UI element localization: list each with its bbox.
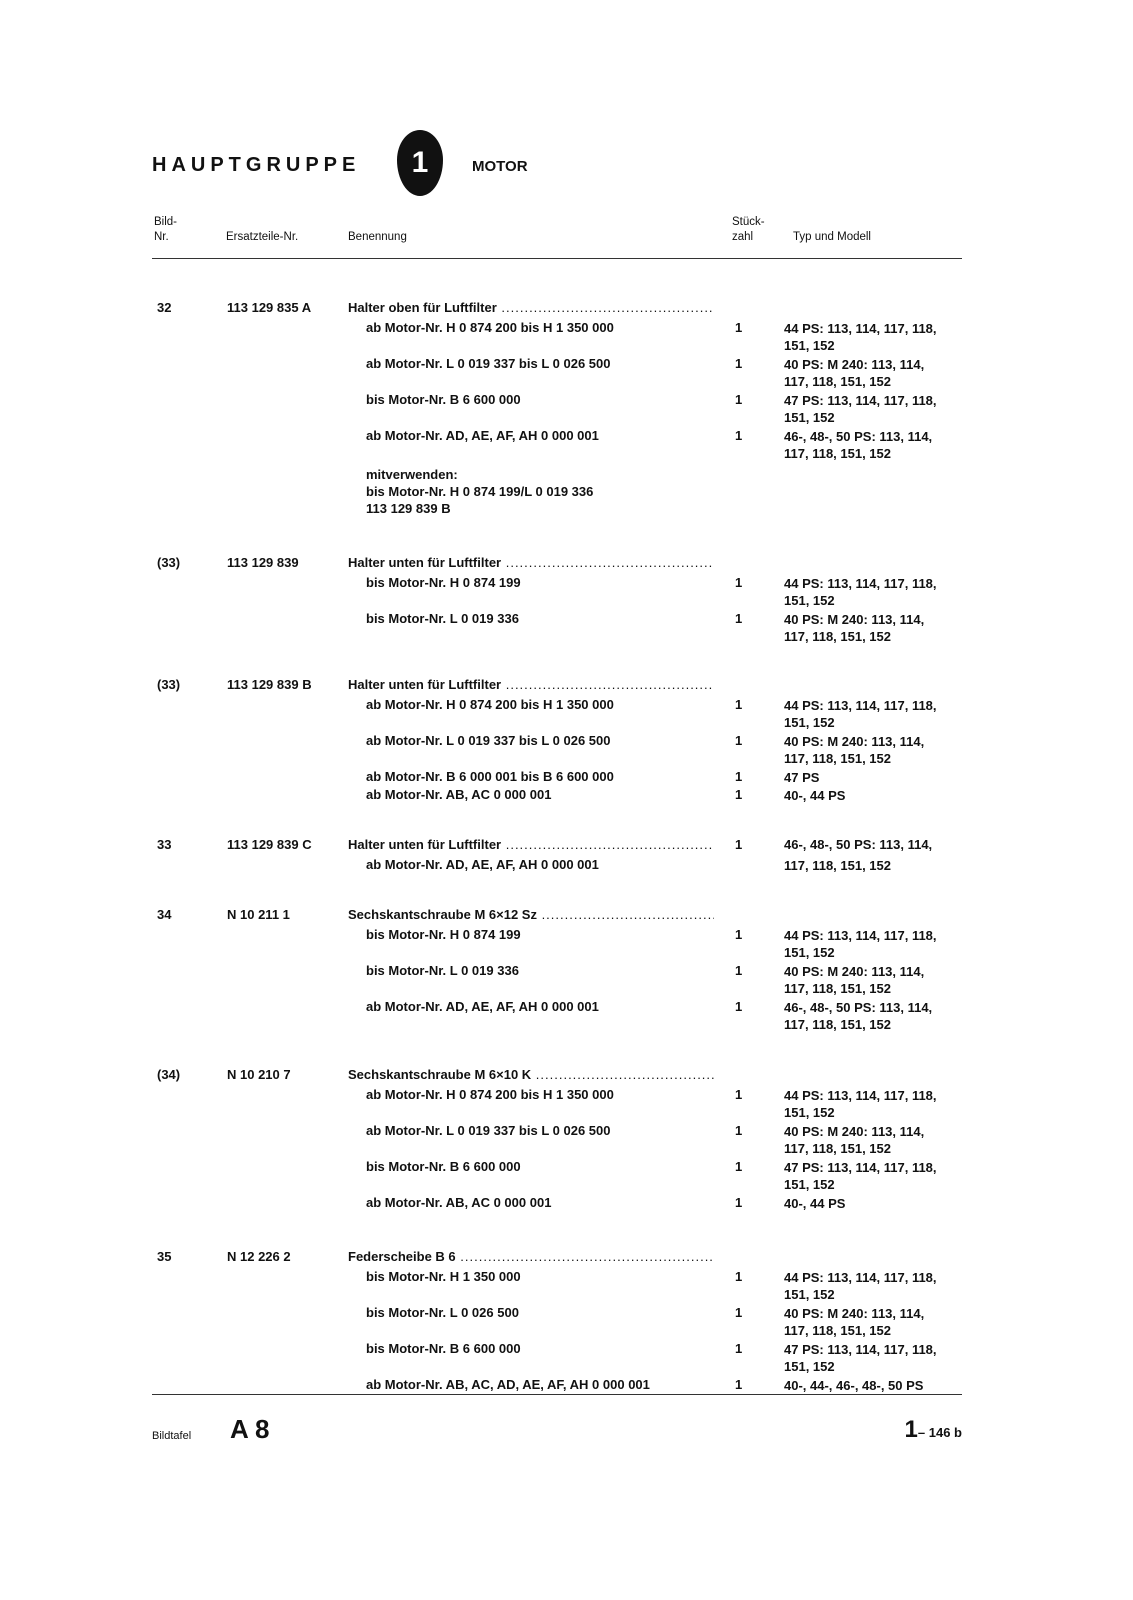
part-bild-nr: 32 [157, 300, 172, 315]
page-header [152, 130, 952, 200]
type-line: 44 PS: 113, 114, 117, 118, [784, 321, 937, 336]
type-model [784, 320, 964, 354]
motor-range: bis Motor-Nr. B 6 600 000 [366, 1159, 521, 1174]
part-entry [152, 300, 967, 517]
part-bild-nr: (34) [157, 1067, 181, 1082]
part-sub-row [152, 1195, 967, 1213]
col-typ-modell: Typ und Modell [793, 231, 871, 243]
motor-range: ab Motor-Nr. AD, AE, AF, AH 0 000 001 [366, 428, 599, 443]
type-line: 151, 152 [784, 1287, 835, 1302]
type-model [784, 1305, 964, 1339]
part-number: 113 129 839 C [227, 837, 312, 852]
part-sub-row [152, 787, 967, 805]
type-model [784, 733, 964, 767]
type-line: 40-, 44 PS [784, 1196, 846, 1211]
part-sub-row [152, 1087, 967, 1123]
motor-range: bis Motor-Nr. H 0 874 199 [366, 575, 521, 590]
motor-range: bis Motor-Nr. B 6 600 000 [366, 1341, 521, 1356]
page-number [905, 1416, 962, 1444]
note-line: 113 129 839 B [366, 501, 451, 516]
type-model [784, 1123, 964, 1157]
type-model [784, 1087, 964, 1121]
quantity: 1 [735, 320, 743, 335]
type-line: 46-, 48-, 50 PS: 113, 114, [784, 1000, 933, 1015]
part-sub-row [152, 999, 967, 1035]
type-line: 151, 152 [784, 593, 835, 608]
type-model [784, 356, 964, 390]
type-model [784, 1269, 964, 1303]
motor-range: ab Motor-Nr. H 0 874 200 bis H 1 350 000 [366, 320, 614, 335]
quantity: 1 [735, 769, 743, 784]
part-name: Halter unten für Luftfilter ..... [348, 677, 714, 692]
quantity: 1 [735, 963, 743, 978]
type-line: 151, 152 [784, 410, 835, 425]
quantity: 1 [735, 733, 743, 748]
page-number-main: 1 [904, 1416, 918, 1443]
part-number: N 10 211 1 [227, 907, 290, 922]
quantity: 1 [735, 999, 743, 1014]
page-number-sub: – 146 b [917, 1425, 962, 1440]
part-entry [152, 1249, 967, 1395]
part-main-row [152, 677, 967, 697]
part-main-row [152, 300, 967, 320]
part-sub-row [152, 697, 967, 733]
quantity: 1 [735, 927, 743, 942]
motor-range: bis Motor-Nr. L 0 019 336 [366, 611, 519, 626]
part-sub-row [152, 611, 967, 647]
part-main-row [152, 555, 967, 575]
type-model [784, 1159, 964, 1193]
part-sub-row [152, 1159, 967, 1195]
part-sub-row [152, 963, 967, 999]
part-main-row [152, 1249, 967, 1269]
page-footer [152, 1412, 962, 1462]
note-line: bis Motor-Nr. H 0 874 199/L 0 019 336 [366, 484, 594, 499]
part-number: 113 129 839 [227, 555, 299, 570]
col-benennung: Benennung [348, 231, 407, 243]
quantity: 1 [735, 1269, 743, 1284]
part-name: Halter oben für Luftfilter ..... [348, 300, 714, 315]
footer-rule [152, 1394, 962, 1395]
type-model [784, 1341, 964, 1375]
part-bild-nr: 34 [157, 907, 172, 922]
part-number: 113 129 839 B [227, 677, 312, 692]
col-stueck-line2: zahl [732, 231, 754, 243]
motor-range: ab Motor-Nr. AD, AE, AF, AH 0 000 001 [366, 999, 599, 1014]
motor-range: bis Motor-Nr. H 1 350 000 [366, 1269, 521, 1284]
part-sub-row [152, 1305, 967, 1341]
quantity: 1 [735, 575, 743, 590]
type-model [784, 769, 964, 786]
type-line: 40 PS: M 240: 113, 114, [784, 1306, 925, 1321]
quantity: 1 [735, 697, 743, 712]
part-sub-row [152, 857, 967, 875]
quantity: 1 [735, 428, 743, 443]
part-sub-row [152, 1269, 967, 1305]
note-line: mitverwenden: [366, 467, 458, 482]
type-line: 117, 118, 151, 152 [784, 858, 891, 873]
part-sub-row [152, 392, 967, 428]
part-type: 46-, 48-, 50 PS: 113, 114, [784, 837, 933, 852]
part-main-row [152, 907, 967, 927]
motor-range: ab Motor-Nr. AB, AC 0 000 001 [366, 787, 552, 802]
quantity: 1 [735, 1123, 743, 1138]
type-line: 47 PS: 113, 114, 117, 118, [784, 1342, 937, 1357]
motor-range: ab Motor-Nr. L 0 019 337 bis L 0 026 500 [366, 1123, 611, 1138]
part-sub-row [152, 769, 967, 787]
quantity: 1 [735, 787, 743, 802]
group-name: MOTOR [472, 158, 528, 175]
part-name: Halter unten für Luftfilter ..... [348, 555, 714, 570]
type-line: 151, 152 [784, 1105, 835, 1120]
part-entry [152, 677, 967, 805]
col-bild-line2: Nr. [154, 231, 169, 243]
part-sub-row [152, 733, 967, 769]
parts-list [152, 300, 967, 1395]
quantity: 1 [735, 611, 743, 626]
part-number: N 12 226 2 [227, 1249, 291, 1264]
type-line: 117, 118, 151, 152 [784, 751, 891, 766]
part-qty: 1 [735, 837, 743, 852]
part-number: 113 129 835 A [227, 300, 312, 315]
motor-range: ab Motor-Nr. L 0 019 337 bis L 0 026 500 [366, 733, 611, 748]
type-model [784, 1377, 964, 1394]
part-bild-nr: 33 [157, 837, 172, 852]
motor-range: bis Motor-Nr. L 0 019 336 [366, 963, 519, 978]
type-line: 40 PS: M 240: 113, 114, [784, 964, 925, 979]
part-bild-nr: 35 [157, 1249, 172, 1264]
type-line: 47 PS [784, 770, 820, 785]
part-entry [152, 837, 967, 875]
type-line: 40 PS: M 240: 113, 114, [784, 734, 925, 749]
quantity: 1 [735, 1195, 743, 1210]
part-number: N 10 210 7 [227, 1067, 291, 1082]
type-line: 151, 152 [784, 945, 835, 960]
type-line: 44 PS: 113, 114, 117, 118, [784, 1088, 937, 1103]
col-stueck-line1: Stück- [732, 216, 765, 228]
type-line: 151, 152 [784, 715, 835, 730]
quantity: 1 [735, 1305, 743, 1320]
part-sub-row [152, 927, 967, 963]
motor-range: ab Motor-Nr. AD, AE, AF, AH 0 000 001 [366, 857, 599, 872]
type-line: 117, 118, 151, 152 [784, 629, 891, 644]
motor-range: ab Motor-Nr. AB, AC, AD, AE, AF, AH 0 000 001 [366, 1377, 650, 1392]
part-bild-nr: (33) [157, 555, 181, 570]
type-line: 117, 118, 151, 152 [784, 1141, 891, 1156]
motor-range: bis Motor-Nr. H 0 874 199 [366, 927, 521, 942]
header-rule [152, 258, 962, 259]
part-sub-row [152, 1377, 967, 1395]
type-line: 117, 118, 151, 152 [784, 1017, 891, 1032]
type-line: 44 PS: 113, 114, 117, 118, [784, 928, 937, 943]
type-model [784, 611, 964, 645]
bildtafel-label: Bildtafel [152, 1430, 192, 1442]
type-line: 117, 118, 151, 152 [784, 1323, 891, 1338]
type-line: 151, 152 [784, 1359, 835, 1374]
type-model [784, 428, 964, 462]
group-number-badge: 1 [397, 130, 443, 196]
type-model [784, 575, 964, 609]
type-line: 44 PS: 113, 114, 117, 118, [784, 698, 937, 713]
type-model [784, 963, 964, 997]
quantity: 1 [735, 356, 743, 371]
type-model [784, 857, 964, 874]
type-model [784, 697, 964, 731]
col-bild-line1: Bild- [154, 216, 178, 228]
type-line: 47 PS: 113, 114, 117, 118, [784, 393, 937, 408]
type-line: 40 PS: M 240: 113, 114, [784, 612, 925, 627]
quantity: 1 [735, 1377, 743, 1392]
motor-range: ab Motor-Nr. H 0 874 200 bis H 1 350 000 [366, 1087, 614, 1102]
type-line: 117, 118, 151, 152 [784, 374, 891, 389]
main-group-title: HAUPTGRUPPE [152, 154, 361, 176]
column-headers [152, 214, 962, 254]
type-line: 117, 118, 151, 152 [784, 981, 891, 996]
part-name: Halter unten für Luftfilter ..... [348, 837, 714, 852]
quantity: 1 [735, 1341, 743, 1356]
motor-range: ab Motor-Nr. L 0 019 337 bis L 0 026 500 [366, 356, 611, 371]
part-main-row [152, 1067, 967, 1087]
quantity: 1 [735, 392, 743, 407]
type-line: 40-, 44-, 46-, 48-, 50 PS [784, 1378, 924, 1393]
type-line: 151, 152 [784, 1177, 835, 1192]
part-sub-row [152, 320, 967, 356]
part-name: Sechskantschraube M 6×10 K ..... [348, 1067, 714, 1082]
type-line: 44 PS: 113, 114, 117, 118, [784, 576, 937, 591]
motor-range: bis Motor-Nr. L 0 026 500 [366, 1305, 519, 1320]
part-sub-row [152, 356, 967, 392]
part-entry [152, 907, 967, 1035]
col-ersatzteile: Ersatzteile-Nr. [226, 231, 299, 243]
motor-range: ab Motor-Nr. AB, AC 0 000 001 [366, 1195, 552, 1210]
part-bild-nr: (33) [157, 677, 181, 692]
bildtafel-value: A 8 [230, 1414, 270, 1444]
quantity: 1 [735, 1159, 743, 1174]
part-sub-row [152, 1341, 967, 1377]
type-line: 40 PS: M 240: 113, 114, [784, 1124, 925, 1139]
part-name: Sechskantschraube M 6×12 Sz ..... [348, 907, 714, 922]
type-model [784, 392, 964, 426]
part-sub-row [152, 428, 967, 464]
type-line: 151, 152 [784, 338, 835, 353]
type-line: 40-, 44 PS [784, 788, 846, 803]
motor-range: ab Motor-Nr. H 0 874 200 bis H 1 350 000 [366, 697, 614, 712]
type-line: 40 PS: M 240: 113, 114, [784, 357, 925, 372]
motor-range: bis Motor-Nr. B 6 600 000 [366, 392, 521, 407]
quantity: 1 [735, 1087, 743, 1102]
type-line: 117, 118, 151, 152 [784, 446, 891, 461]
type-model [784, 1195, 964, 1212]
type-line: 44 PS: 113, 114, 117, 118, [784, 1270, 937, 1285]
part-name: Federscheibe B 6 ..... [348, 1249, 714, 1264]
type-model [784, 787, 964, 804]
part-entry [152, 1067, 967, 1213]
part-sub-row [152, 1123, 967, 1159]
part-note [366, 466, 967, 517]
part-main-row [152, 837, 967, 857]
type-line: 47 PS: 113, 114, 117, 118, [784, 1160, 937, 1175]
motor-range: ab Motor-Nr. B 6 000 001 bis B 6 600 000 [366, 769, 614, 784]
part-entry [152, 555, 967, 647]
type-line: 46-, 48-, 50 PS: 113, 114, [784, 429, 933, 444]
type-model [784, 999, 964, 1033]
type-model [784, 927, 964, 961]
part-sub-row [152, 575, 967, 611]
